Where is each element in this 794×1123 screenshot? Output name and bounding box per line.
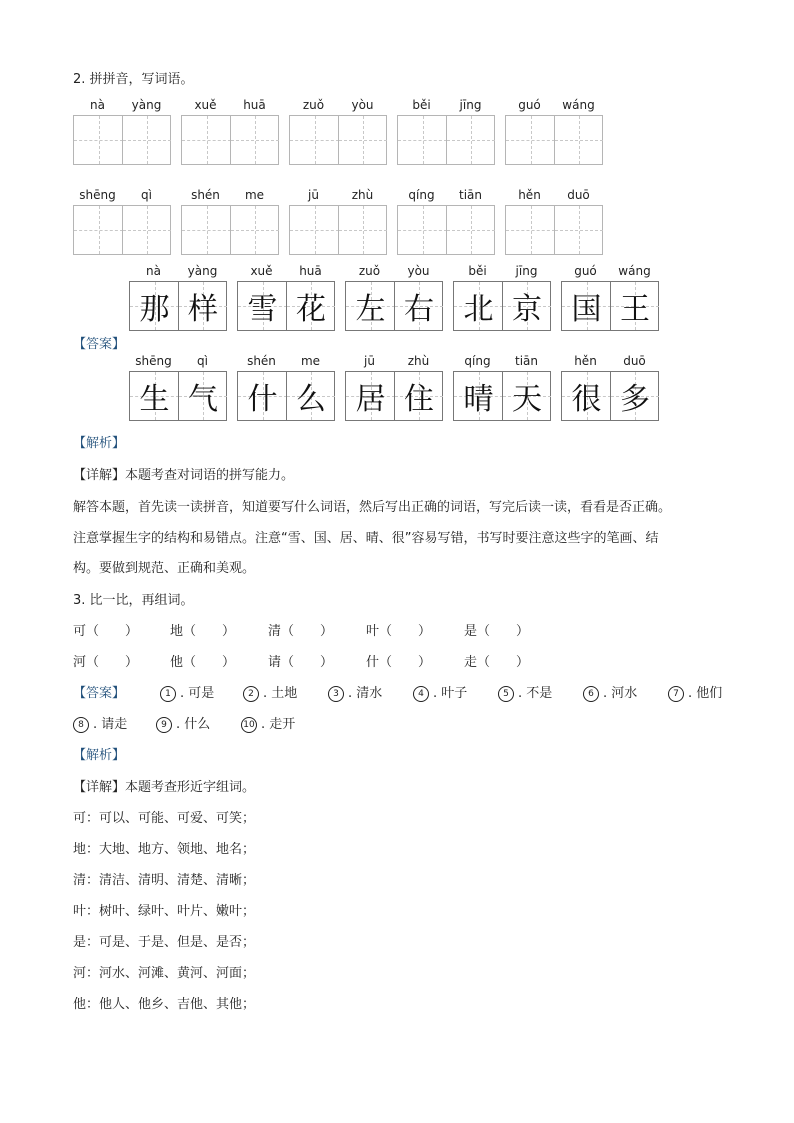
answer-label: 【答案】: [73, 337, 126, 352]
detail-text: 【详解】本题考查对词语的拼写能力。: [73, 468, 295, 483]
answer-item: [668, 682, 722, 702]
pinyin-label: wáng: [618, 264, 651, 278]
grid-cell[interactable]: [74, 206, 123, 254]
pinyin-label: běi: [412, 98, 431, 112]
pinyin-label: yòu: [407, 264, 430, 278]
answer-text: . 可是: [180, 686, 215, 701]
grid-cell[interactable]: [506, 116, 555, 164]
question-2-title: 2. 拼拼音，写词语。: [73, 72, 194, 87]
grid-cell: [238, 372, 287, 420]
answer-item: [160, 682, 214, 702]
answer-text: . 不是: [518, 686, 553, 701]
grid-cell[interactable]: [122, 206, 171, 254]
grid-cell[interactable]: [290, 206, 339, 254]
analysis-paragraph: 注意掌握生字的结构和易错点。注意“雪、国、居、晴、很”容易写错，书写时要注意这些字的笔画、结: [73, 531, 659, 546]
answer-char-grid: [345, 281, 443, 331]
answer-char-grid: [453, 371, 551, 421]
pinyin-label: shén: [247, 354, 276, 368]
grid-cell[interactable]: [290, 116, 339, 164]
compare-item: 叶（ ）: [366, 624, 432, 639]
writing-grid[interactable]: [397, 115, 495, 165]
writing-grid[interactable]: [73, 115, 171, 165]
grid-cell[interactable]: [554, 116, 603, 164]
pinyin-label: jū: [308, 188, 319, 202]
grid-cell: [238, 282, 287, 330]
pinyin-label: duō: [623, 354, 646, 368]
grid-cell: [502, 372, 551, 420]
circled-number: 1: [160, 686, 176, 702]
circled-number: 3: [328, 686, 344, 702]
answer-text: . 走开: [261, 717, 296, 732]
pinyin-label: xuě: [250, 264, 273, 278]
pinyin-label: nà: [146, 264, 161, 278]
grid-cell[interactable]: [182, 116, 231, 164]
word-list-line: 叶：树叶、绿叶、叶片、嫩叶；: [73, 904, 256, 919]
compare-item: 什（ ）: [366, 655, 432, 670]
writing-grid[interactable]: [397, 205, 495, 255]
grid-cell[interactable]: [554, 206, 603, 254]
analysis-paragraph: 构。要做到规范、正确和美观。: [73, 561, 256, 576]
pinyin-label: shēng: [79, 188, 116, 202]
answer-text: . 请走: [93, 717, 128, 732]
answer-character: 晴: [463, 382, 494, 417]
answer-character: 气: [188, 382, 218, 417]
grid-cell[interactable]: [338, 116, 387, 164]
pinyin-label: xuě: [194, 98, 217, 112]
grid-cell[interactable]: [74, 116, 123, 164]
grid-cell[interactable]: [338, 206, 387, 254]
circled-number: 5: [498, 686, 514, 702]
grid-cell: [178, 282, 227, 330]
answer-item: [156, 713, 210, 733]
answer-item: [583, 682, 637, 702]
answer-char-grid: [561, 281, 659, 331]
pinyin-label: me: [244, 188, 265, 202]
word-list-line: 他：他人、他乡、吉他、其他；: [73, 997, 256, 1012]
answer-char-grid: [453, 281, 551, 331]
grid-cell[interactable]: [398, 206, 447, 254]
pinyin-label: shēng: [135, 354, 172, 368]
answer-text: . 什么: [176, 717, 211, 732]
grid-cell[interactable]: [230, 116, 279, 164]
pinyin-label: hěn: [518, 188, 541, 202]
word-list-line: 是：可是、于是、但是、是否；: [73, 935, 256, 950]
pinyin-label: zuǒ: [358, 264, 381, 278]
circled-number: 10: [241, 717, 257, 733]
answer-character: 居: [355, 382, 386, 417]
compare-item: 清（ ）: [268, 624, 334, 639]
answer-item: [328, 682, 382, 702]
grid-cell: [130, 372, 179, 420]
question-3-title: 3. 比一比，再组词。: [73, 593, 194, 608]
writing-grid[interactable]: [181, 205, 279, 255]
answer-item: [498, 682, 552, 702]
circled-number: 6: [583, 686, 599, 702]
grid-cell: [178, 372, 227, 420]
pinyin-label: jū: [364, 354, 375, 368]
grid-cell: [394, 282, 443, 330]
grid-cell: [346, 282, 395, 330]
compare-item: 河（ ）: [73, 655, 139, 670]
pinyin-label: qì: [197, 354, 208, 368]
writing-grid[interactable]: [289, 205, 387, 255]
compare-item: 请（ ）: [268, 655, 334, 670]
answer-character: 么: [296, 382, 326, 417]
word-list-line: 可：可以、可能、可爱、可笑；: [73, 811, 256, 826]
grid-cell: [286, 372, 335, 420]
compare-item: 可（ ）: [73, 624, 139, 639]
circled-number: 7: [668, 686, 684, 702]
answer-character: 什: [247, 382, 278, 417]
answer-character: 雪: [247, 292, 278, 327]
answer-text: . 叶子: [433, 686, 468, 701]
pinyin-label: zuǒ: [302, 98, 325, 112]
pinyin-label: duō: [567, 188, 590, 202]
grid-cell: [562, 372, 611, 420]
grid-cell[interactable]: [122, 116, 171, 164]
pinyin-label: jīng: [459, 98, 482, 112]
pinyin-label: hěn: [574, 354, 597, 368]
grid-cell: [394, 372, 443, 420]
grid-cell: [610, 282, 659, 330]
answer-item: [241, 713, 295, 733]
answer-character: 国: [571, 292, 602, 327]
pinyin-label: yòu: [351, 98, 374, 112]
pinyin-label: yàng: [131, 98, 162, 112]
analysis-label: 【解析】: [73, 436, 126, 451]
compare-item: 走（ ）: [464, 655, 530, 670]
answer-character: 北: [463, 292, 494, 327]
answer-item: [243, 682, 297, 702]
compare-item: 他（ ）: [170, 655, 236, 670]
compare-item: 地（ ）: [170, 624, 236, 639]
pinyin-label: me: [300, 354, 321, 368]
answer-character: 王: [620, 292, 650, 327]
pinyin-label: běi: [468, 264, 487, 278]
word-list-line: 地：大地、地方、领地、地名；: [73, 842, 256, 857]
answer-char-grid: [129, 371, 227, 421]
grid-cell[interactable]: [506, 206, 555, 254]
grid-cell[interactable]: [398, 116, 447, 164]
grid-cell[interactable]: [182, 206, 231, 254]
answer-character: 右: [404, 292, 434, 327]
answer-text: . 土地: [263, 686, 298, 701]
answer-character: 京: [512, 292, 542, 327]
pinyin-label: zhù: [351, 188, 374, 202]
grid-cell: [130, 282, 179, 330]
circled-number: 4: [413, 686, 429, 702]
grid-cell: [286, 282, 335, 330]
compare-item: 是（ ）: [464, 624, 530, 639]
writing-grid[interactable]: [73, 205, 171, 255]
grid-cell: [454, 372, 503, 420]
circled-number: 8: [73, 717, 89, 733]
grid-cell[interactable]: [446, 116, 495, 164]
detail-text: 【详解】本题考查形近字组词。: [73, 780, 256, 795]
answer-text: . 清水: [348, 686, 383, 701]
answer-char-grid: [237, 371, 335, 421]
pinyin-label: guó: [574, 264, 597, 278]
word-list-line: 清：清洁、清明、清楚、清晰；: [73, 873, 256, 888]
writing-grid[interactable]: [181, 115, 279, 165]
pinyin-label: qì: [141, 188, 152, 202]
grid-cell: [502, 282, 551, 330]
pinyin-label: huā: [299, 264, 322, 278]
pinyin-label: tiān: [515, 354, 538, 368]
writing-grid[interactable]: [289, 115, 387, 165]
answer-text: . 河水: [603, 686, 638, 701]
pinyin-label: wáng: [562, 98, 595, 112]
grid-cell[interactable]: [230, 206, 279, 254]
answer-character: 很: [571, 382, 602, 417]
pinyin-label: huā: [243, 98, 266, 112]
answer-char-grid: [345, 371, 443, 421]
analysis-paragraph: 解答本题，首先读一读拼音，知道要写什么词语，然后写出正确的词语，写完后读一读，看看是否正确。: [73, 500, 672, 515]
pinyin-label: shén: [191, 188, 220, 202]
circled-number: 9: [156, 717, 172, 733]
writing-grid[interactable]: [505, 115, 603, 165]
grid-cell: [610, 372, 659, 420]
answer-item: [413, 682, 467, 702]
answer-character: 那: [139, 292, 170, 327]
pinyin-label: qíng: [408, 188, 435, 202]
pinyin-label: nà: [90, 98, 105, 112]
answer-character: 天: [512, 382, 542, 417]
pinyin-label: zhù: [407, 354, 430, 368]
pinyin-label: yàng: [187, 264, 218, 278]
answer-character: 花: [296, 292, 326, 327]
answer-char-grid: [561, 371, 659, 421]
word-list-line: 河：河水、河滩、黄河、河面；: [73, 966, 256, 981]
grid-cell[interactable]: [446, 206, 495, 254]
pinyin-label: jīng: [515, 264, 538, 278]
circled-number: 2: [243, 686, 259, 702]
analysis-label: 【解析】: [73, 748, 126, 763]
answer-char-grid: [129, 281, 227, 331]
answer-char-grid: [237, 281, 335, 331]
answer-character: 多: [620, 382, 650, 417]
pinyin-label: qíng: [464, 354, 491, 368]
answer-character: 生: [139, 382, 170, 417]
grid-cell: [346, 372, 395, 420]
writing-grid[interactable]: [505, 205, 603, 255]
grid-cell: [562, 282, 611, 330]
pinyin-label: tiān: [459, 188, 482, 202]
answer-text: . 他们: [688, 686, 723, 701]
grid-cell: [454, 282, 503, 330]
answer-label: 【答案】: [73, 686, 126, 701]
answer-character: 住: [404, 382, 434, 417]
answer-character: 左: [355, 292, 386, 327]
answer-item: [73, 713, 127, 733]
pinyin-label: guó: [518, 98, 541, 112]
answer-character: 样: [188, 292, 218, 327]
